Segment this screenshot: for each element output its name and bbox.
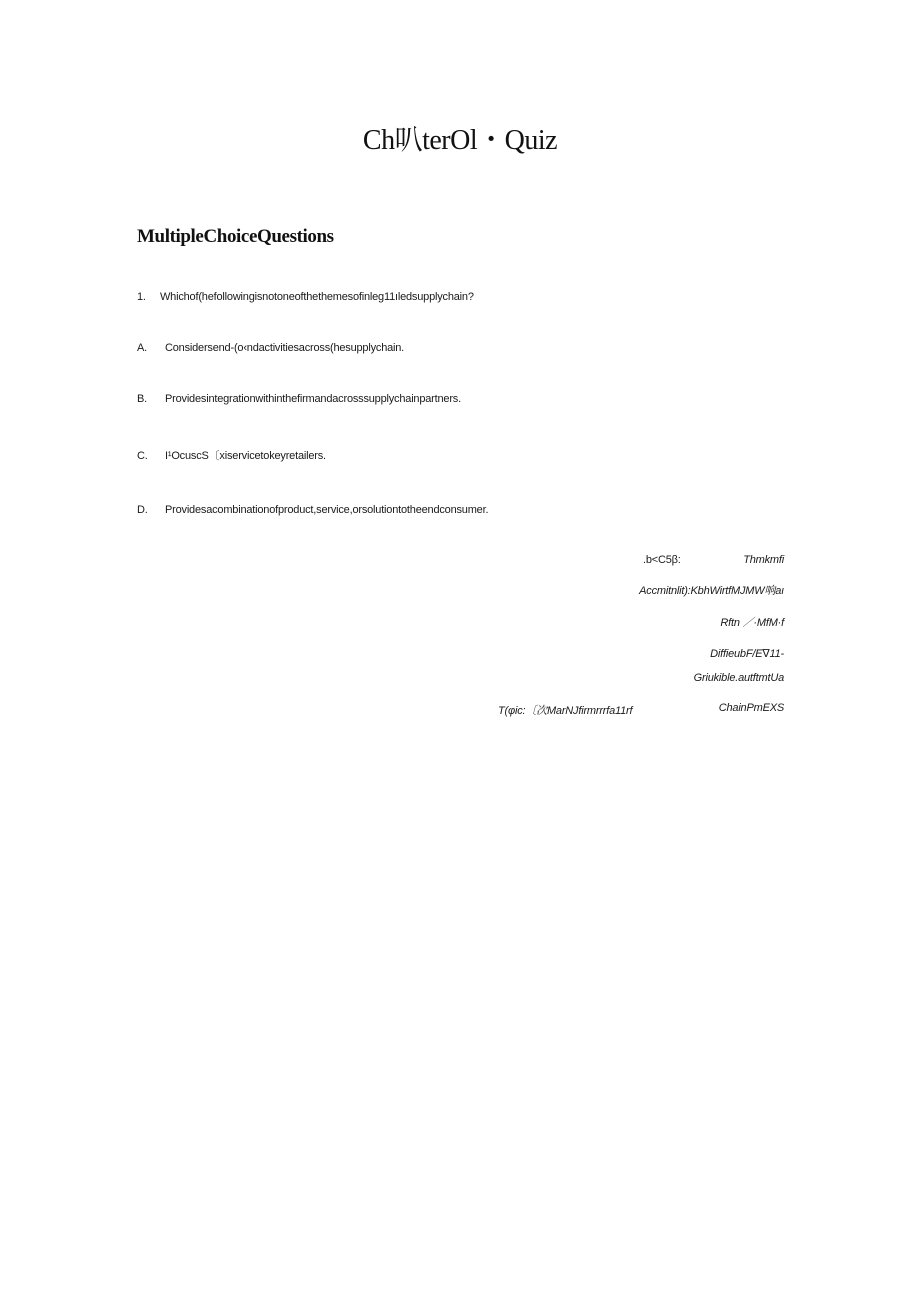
difficulty-line: DiffieubF/E∇11- xyxy=(710,648,784,660)
topic-label: T(φic:〔次MarNJfirmrrrfa11rf xyxy=(498,705,633,717)
answer-label: .b<C5β: xyxy=(643,554,681,566)
accreditation-line: Accmitnlit):KbhWirtfMJMW响aı xyxy=(639,585,784,597)
topic-value: ChainPmEXS xyxy=(718,702,784,714)
option-letter: B. xyxy=(137,393,147,405)
option-text: Providesacombinationofproduct,service,orsolutiontotheendconsumer. xyxy=(165,504,489,516)
option-text: Considersend-(o‹ndactivitiesacross(hesupplychain. xyxy=(165,342,405,354)
option-d xyxy=(137,504,488,516)
section-heading: MultipleChoiceQuestions xyxy=(137,226,334,247)
reference-line: Rftn ／·MfM·f xyxy=(720,617,784,629)
page-title: Ch叭terOl・Quiz xyxy=(362,125,558,156)
option-letter: C. xyxy=(137,450,148,462)
option-letter: A. xyxy=(137,342,147,354)
option-a xyxy=(137,342,404,354)
question-1 xyxy=(137,291,474,303)
option-b xyxy=(137,393,461,405)
answer-value: Thmkmfi xyxy=(743,554,784,566)
option-text: I¹OcuscS〔xiservicetokeyretailers. xyxy=(165,450,326,462)
option-text: Providesintegrationwithinthefirmandacrosssupplychainpartners. xyxy=(165,393,461,405)
option-letter: D. xyxy=(137,504,148,516)
guide-line: Griukible.autftmtUa xyxy=(693,672,784,684)
option-c xyxy=(137,447,326,463)
question-number: 1. xyxy=(137,291,146,303)
question-text: Whichof(hefollowingisnotoneofthethemesofinleg11ıledsupplychain? xyxy=(160,291,474,303)
